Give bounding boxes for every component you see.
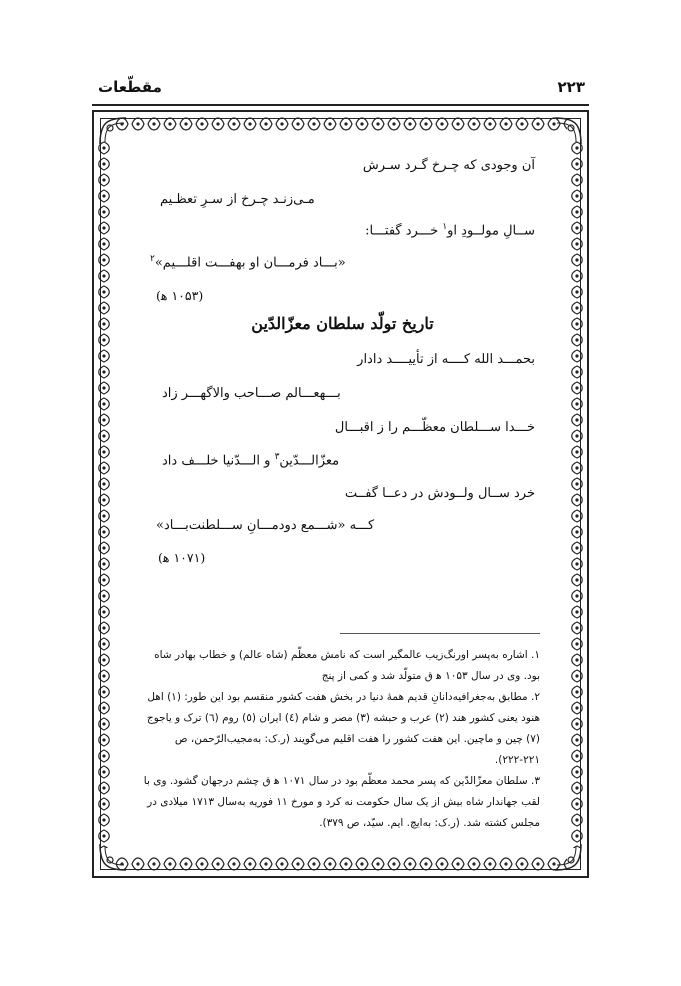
header-rule [92,104,589,106]
verse-part: و الـــدّنیا خلـــف داد [162,453,271,469]
footnotes [140,645,540,834]
verse-part: «بـــاد فرمـــان او بهفـــت اقلـــیم» [154,255,346,271]
verse-line: بـــهعـــالم صـــاحب والاگهـــر زاد [162,386,341,401]
ornament-border-left [96,140,112,848]
ornament-border-bottom [114,854,567,874]
footnote: ۱. اشاره به‌پسر اورنگ‌زیب عالمگیر است که نامش معظّم (شاه عالم) و خطاب بهادر شاه بود. وی در سال ۱۰۵۳ ﻫ ق متولّد شد و کمی از پنج [154,649,540,682]
verse-line: بحمـــد الله کــــه از تأییــــد دادار [357,352,535,367]
verse-line: آن وجودی که چـرخ گـرد سـرش [362,158,535,173]
date-label: (۱۰۷۱ ﻫ) [158,550,206,565]
verse-part: ســالِ مولــودِ او [447,223,535,239]
verse-line: خرد ســال ولــودش در دعــا گفــت [344,486,535,501]
ornament-corner-icon [96,840,130,874]
verse-line: مـی‌زنـد چـرخ از سـرِ تعظـیم [160,192,315,207]
verse-line: خـــدا ســـلطان معظّـــم را ز اقبـــال [334,420,535,435]
verse-line [150,254,346,270]
verse-part: معزّالـــدّین [279,453,340,469]
page-title: مقطّعات [98,78,162,96]
verse-line [365,222,535,238]
footnote: ۲. مطابق به‌جغرافیه‌دانانِ قدیم همهٔ دنیا در بخش هفت کشور منقسم بود این طور: (۱) اهل هنود یعنی کشور هند (۲) عرب و حبشه (۳) مصر و شام (٤) ایران (٥) روم (٦) ترک و یاجوج (۷) چین و ماچین. این هفت کشور را هفت اقلیم می‌گویند (ر.ک: به‌مجیب‌الرّحمن، ص ۲۲۱-۲۲۲). [146,691,540,766]
ornament-corner-icon [551,840,585,874]
page-header [98,78,585,102]
ornament-corner-icon [551,114,585,148]
footnote-ref: ۱ [442,222,448,232]
footnote: ۳. سلطان معزّالدّین که پسر محمد معظّم بود در سال ۱۰۷۱ ﻫ ق چشم درجهان گشود. وی با لقب جهاندار شاه بیش از یک سال حکومت نه کرد و مورخ ۱۱ فوریه به‌سال ۱۷۱۳ میلادی در مجلس کشته شد. (ر.ک: به‌ایچ. ایم. سیّد، ص ۳۷۹). [143,775,540,829]
footnote-ref: ۳ [274,452,280,462]
footnote-divider [340,633,540,634]
page-number: ۲۲۳ [557,78,585,96]
verse-line [162,452,339,468]
footnote-ref: ۲ [150,254,155,264]
ornament-border-right [569,140,585,848]
date-label: (۱۰۵۳ ﻫ) [156,288,204,303]
verse-part: خـــرد گفتـــا: [365,223,439,239]
section-title: تاریخ تولّد سلطان معزّالدّین [251,314,434,333]
ornament-corner-icon [96,114,130,148]
ornament-border-top [114,114,567,134]
verse-line: کـــه «شـــمع دودمـــانِ ســـلطنت‌بـــاد» [156,518,375,533]
